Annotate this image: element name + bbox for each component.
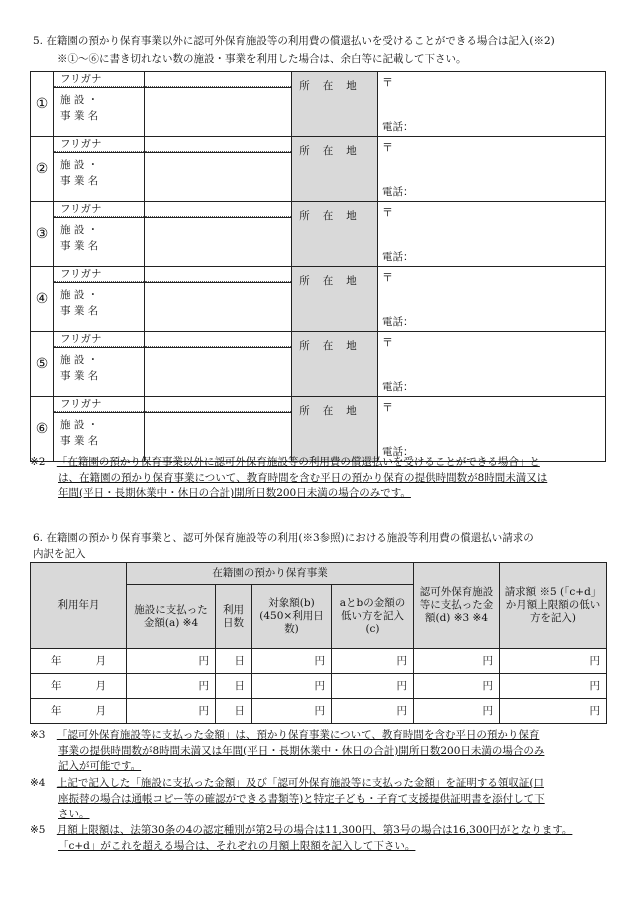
note3-mark: ※3 (30, 729, 46, 741)
month-unit: 月 (95, 679, 106, 692)
col-claim-header: 請求額 ※5 (「c+d」か月額上限額の低い方を記入) (500, 563, 607, 649)
note4 (30, 776, 545, 823)
year-unit: 年 (51, 679, 62, 692)
facility-label-1: 施 設 ・ (60, 289, 99, 301)
address-input[interactable] (378, 397, 606, 462)
day-unit: 日 (234, 679, 245, 692)
amount-b-cell[interactable] (252, 674, 332, 699)
address-label: 所在地 (292, 267, 378, 332)
yen-unit: 円 (314, 704, 325, 717)
month-unit: 月 (95, 654, 106, 667)
yen-unit: 円 (482, 704, 493, 717)
postal-mark: 〒 (382, 141, 393, 154)
claim-table (30, 562, 607, 724)
facility-name-input[interactable] (145, 283, 292, 332)
facility-row (31, 72, 606, 88)
yen-unit: 円 (198, 704, 209, 717)
amount-a-cell[interactable] (127, 699, 216, 724)
year-unit: 年 (51, 704, 62, 717)
facility-label-2: 事 業 名 (60, 435, 99, 447)
facility-row (31, 137, 606, 153)
yen-unit: 円 (314, 679, 325, 692)
facility-name-input[interactable] (145, 153, 292, 202)
yen-unit: 円 (314, 654, 325, 667)
furigana-input[interactable] (145, 202, 291, 217)
group-header: 在籍園の預かり保育事業 (127, 563, 414, 585)
furigana-input[interactable] (145, 397, 291, 412)
postal-mark: 〒 (382, 206, 393, 219)
furigana-input[interactable] (145, 332, 291, 347)
facility-label-1: 施 設 ・ (60, 159, 99, 171)
furigana-label: フリガナ (54, 267, 144, 282)
month-unit: 月 (95, 704, 106, 717)
yen-unit: 円 (589, 679, 600, 692)
amount-d-cell[interactable] (414, 649, 500, 674)
claim-amount-cell[interactable] (500, 674, 607, 699)
address-label: 所在地 (292, 202, 378, 267)
furigana-label: フリガナ (54, 202, 144, 217)
month-cell[interactable] (31, 649, 127, 674)
postal-mark: 〒 (382, 401, 393, 414)
facility-number: ③ (31, 202, 54, 267)
facility-label-2: 事 業 名 (60, 110, 99, 122)
note3-line3: 記入が可能です。 (58, 760, 142, 772)
day-unit: 日 (234, 704, 245, 717)
facility-number: ⑥ (31, 397, 54, 462)
address-input[interactable] (378, 137, 606, 202)
yen-unit: 円 (396, 679, 407, 692)
amount-a-cell[interactable] (127, 674, 216, 699)
facility-row (31, 202, 606, 218)
facility-row (31, 332, 606, 348)
note5-mark: ※5 (30, 824, 46, 836)
facility-number: ④ (31, 267, 54, 332)
amount-d-cell[interactable] (414, 699, 500, 724)
phone-label: 電話： (382, 186, 414, 198)
phone-label: 電話： (382, 446, 414, 458)
note5-line1: 月額上限額は、法第30条の4の認定種別が第2号の場合は11,300円、第3号の場合は16,300円がとなります。 (56, 824, 573, 836)
facility-label-2: 事 業 名 (60, 175, 99, 187)
note3-line2: 事業の提供時間数が8時間未満又は年間(平日・長期休業中・休日の合計)開所日数200日未満の場合のみ (58, 744, 545, 757)
col-b-header: 対象額(b)(450×利用日数) (252, 585, 332, 649)
phone-label: 電話： (382, 251, 414, 263)
section6-heading-1: 6. 在籍園の預かり保育事業と、認可外保育施設等の利用(※3参照)における施設等利用費の償還払い請求の (33, 532, 534, 544)
facility-name-input[interactable] (145, 88, 292, 137)
month-cell[interactable] (31, 674, 127, 699)
facility-label-2: 事 業 名 (60, 305, 99, 317)
section6-heading-2: 内訳を記入 (33, 548, 86, 560)
address-input[interactable] (378, 72, 606, 137)
postal-mark: 〒 (382, 336, 393, 349)
month-cell[interactable] (31, 699, 127, 724)
note3 (30, 728, 544, 775)
facility-label-1: 施 設 ・ (60, 224, 99, 236)
amount-c-cell[interactable] (332, 674, 414, 699)
address-input[interactable] (378, 267, 606, 332)
days-cell[interactable] (216, 674, 252, 699)
note4-line2: 座振替の場合は通帳コピー等の確認ができる書類等)と特定子ども・子育て支援提供証明書を添付して下 (58, 792, 545, 805)
address-input[interactable] (378, 332, 606, 397)
col-days-header: 利用日数 (216, 585, 252, 649)
facility-number: ② (31, 137, 54, 202)
furigana-label: フリガナ (54, 332, 144, 347)
facility-label-2: 事 業 名 (60, 240, 99, 252)
facility-row (31, 397, 606, 413)
furigana-label: フリガナ (54, 137, 144, 152)
note5 (30, 823, 572, 854)
address-label: 所在地 (292, 332, 378, 397)
postal-mark: 〒 (382, 271, 393, 284)
yen-unit: 円 (198, 679, 209, 692)
facility-name-input[interactable] (145, 218, 292, 267)
claim-amount-cell[interactable] (500, 649, 607, 674)
note4-mark: ※4 (30, 777, 46, 789)
section5-subnote: ※①～⑥に書き切れない数の施設・事業を利用した場合は、余白等に記載して下さい。 (57, 53, 467, 65)
claim-row (31, 649, 607, 674)
furigana-input[interactable] (145, 72, 291, 87)
furigana-label: フリガナ (54, 397, 144, 412)
day-unit: 日 (234, 654, 245, 667)
yen-unit: 円 (589, 704, 600, 717)
note2-line3: 年間(平日・長期休業中・休日の合計)開所日数200日未満の場合のみです。 (58, 487, 411, 499)
note5-line2: 「c+d」がこれを超える場合は、それぞれの月額上限額を記入して下さい。 (58, 839, 416, 852)
postal-mark: 〒 (382, 76, 393, 89)
address-label: 所在地 (292, 72, 378, 137)
days-cell[interactable] (216, 649, 252, 674)
address-input[interactable] (378, 202, 606, 267)
facility-number: ① (31, 72, 54, 137)
facility-row (31, 267, 606, 283)
col-d-header: 認可外保育施設等に支払った金額(d) ※3 ※4 (414, 563, 500, 649)
facility-number: ⑤ (31, 332, 54, 397)
yen-unit: 円 (589, 654, 600, 667)
amount-c-cell[interactable] (332, 699, 414, 724)
claim-row (31, 699, 607, 724)
amount-b-cell[interactable] (252, 699, 332, 724)
claim-row (31, 674, 607, 699)
facility-table (30, 71, 606, 462)
facility-label-1: 施 設 ・ (60, 354, 99, 366)
days-cell[interactable] (216, 699, 252, 724)
phone-label: 電話： (382, 316, 414, 328)
note2-line2: は、在籍園の預かり保育事業について、教育時間を含む平日の預かり保育の提供時間数が8時間未満又は (58, 471, 548, 484)
yen-unit: 円 (396, 704, 407, 717)
yen-unit: 円 (198, 654, 209, 667)
claim-amount-cell[interactable] (500, 699, 607, 724)
facility-label-1: 施 設 ・ (60, 94, 99, 106)
amount-d-cell[interactable] (414, 674, 500, 699)
note2 (30, 455, 547, 502)
facility-label-1: 施 設 ・ (60, 419, 99, 431)
note2-mark: ※2 (30, 456, 46, 468)
furigana-label: フリガナ (54, 72, 144, 87)
address-label: 所在地 (292, 137, 378, 202)
phone-label: 電話： (382, 121, 414, 133)
amount-c-cell[interactable] (332, 649, 414, 674)
col-month-header: 利用年月 (31, 563, 127, 649)
year-unit: 年 (51, 654, 62, 667)
note2-line1: 「在籍園の預かり保育事業以外に認可外保育施設等の利用費の償還払いを受けることができる場合」と (56, 456, 540, 468)
amount-b-cell[interactable] (252, 649, 332, 674)
yen-unit: 円 (396, 654, 407, 667)
amount-a-cell[interactable] (127, 649, 216, 674)
facility-label-2: 事 業 名 (60, 370, 99, 382)
yen-unit: 円 (482, 654, 493, 667)
furigana-input[interactable] (145, 137, 291, 152)
note3-line1: 「認可外保育施設等に支払った金額」は、預かり保育事業について、教育時間を含む平日の預かり保育 (56, 729, 540, 741)
yen-unit: 円 (482, 679, 493, 692)
phone-label: 電話： (382, 381, 414, 393)
col-a-header: 施設に支払った金額(a) ※4 (127, 585, 216, 649)
furigana-input[interactable] (145, 267, 291, 282)
facility-name-input[interactable] (145, 348, 292, 397)
note4-line3: さい。 (58, 808, 90, 820)
note4-line1: 上記で記入した「施設に支払った金額」及び「認可外保育施設等に支払った金額」を証明する領収証(口 (56, 777, 544, 789)
col-c-header: aとbの金額の低い方を記入(c) (332, 585, 414, 649)
section5-heading: 5. 在籍園の預かり保育事業以外に認可外保育施設等の利用費の償還払いを受けることができる場合は記入(※2) (33, 35, 555, 47)
address-label: 所在地 (292, 397, 378, 462)
